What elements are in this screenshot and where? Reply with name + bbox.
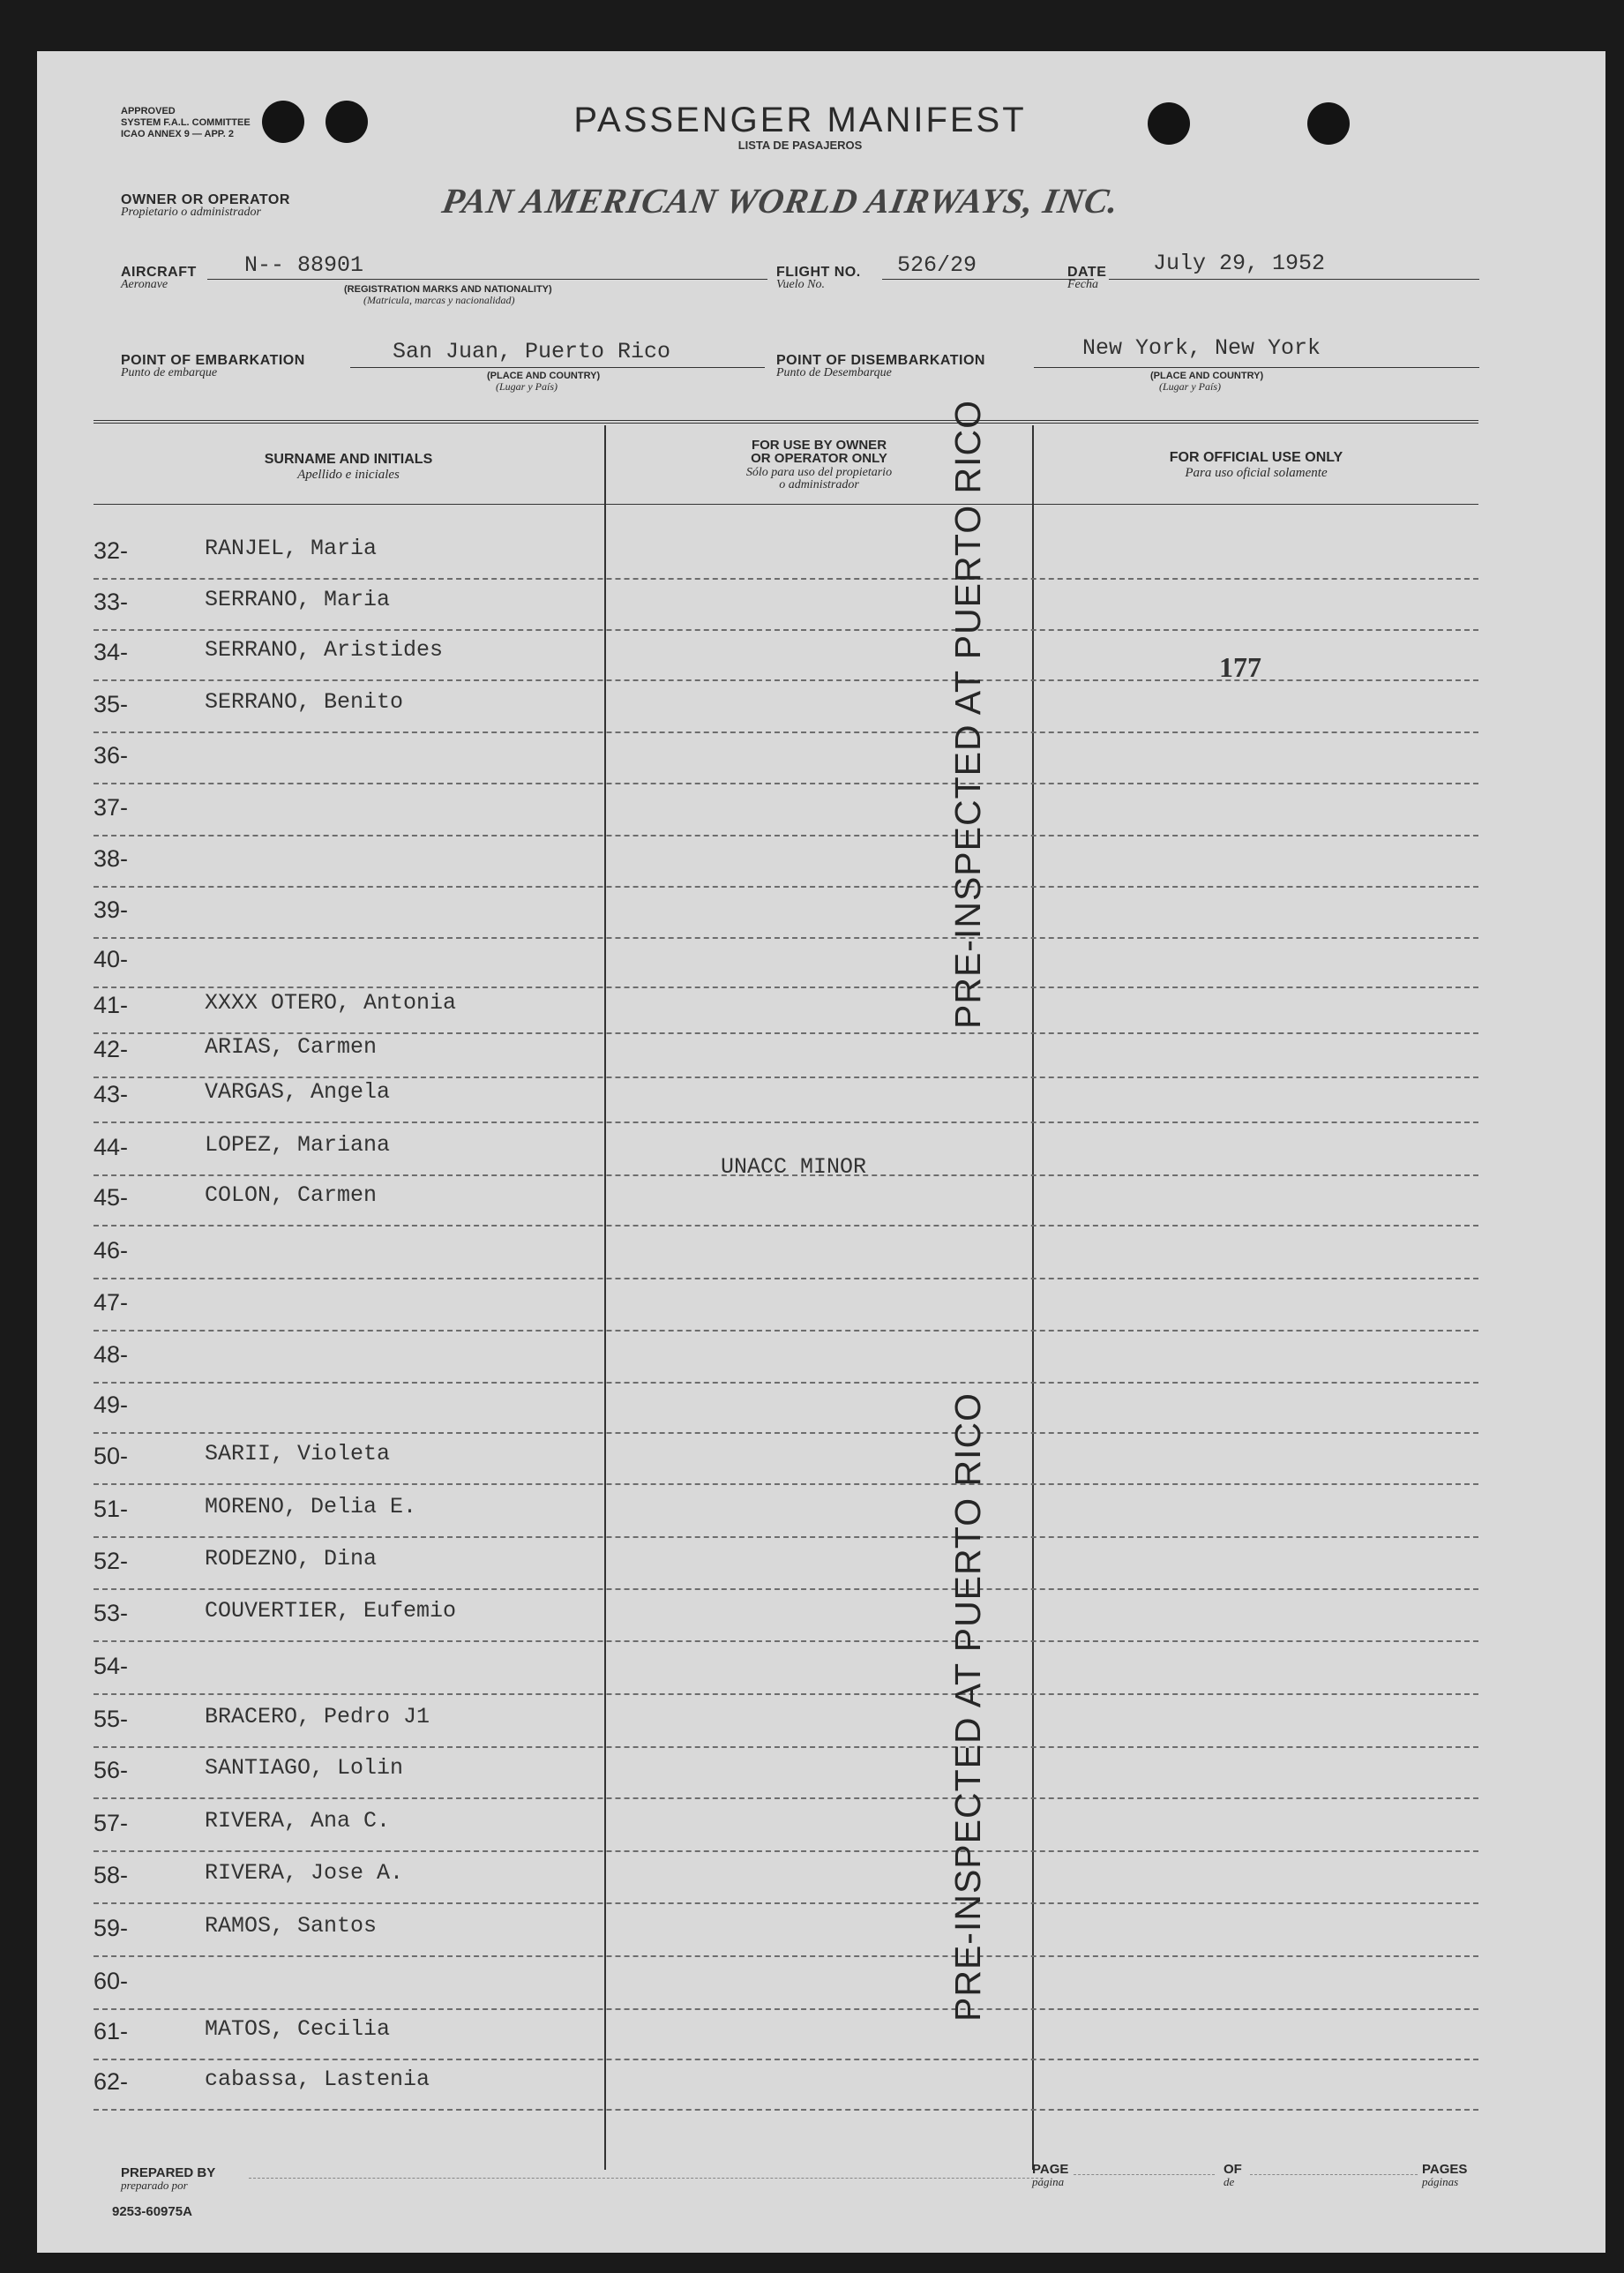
row-rule [94,783,1478,784]
row-number: 49- [94,1392,129,1418]
page-title: PASSENGER MANIFEST [573,101,1027,139]
row-rule [94,937,1478,939]
place-note-disembark: (PLACE AND COUNTRY) [1150,371,1264,381]
passenger-name: BRACERO, Pedro J1 [205,1704,430,1729]
official-use-header-es: Para uso oficial solamente [1185,466,1328,480]
punch-hole [1307,102,1350,145]
row-number: 47- [94,1289,129,1316]
operator-name: PAN AMERICAN WORLD AIRWAYS, INC. [439,181,1123,221]
page-label-es: página [1032,2175,1065,2188]
row-number: 60- [94,1968,129,1994]
row-rule [94,578,1478,580]
passenger-name: SERRANO, Benito [205,689,404,715]
registration-note-es: (Matricula, marcas y nacionalidad) [363,294,515,306]
row-number: 40- [94,946,129,972]
flight-label: FLIGHT NO. [776,265,861,280]
row-rule [94,2109,1478,2111]
official-entry: 177 [1219,651,1261,683]
passenger-name: MORENO, Delia E. [205,1494,417,1519]
row-number: 55- [94,1706,129,1732]
row-number: 61- [94,2018,129,2044]
flight-underline [882,279,1094,280]
flight-value: 526/29 [897,252,977,278]
passenger-name: RAMOS, Santos [205,1913,378,1939]
passenger-name: COLON, Carmen [205,1182,378,1208]
row-rule [94,1797,1478,1799]
row-rule [94,886,1478,888]
passenger-name: cabassa, Lastenia [205,2067,430,2092]
disembark-underline [1034,367,1479,368]
row-rule [94,1278,1478,1279]
disembark-value: New York, New York [1082,335,1321,361]
passenger-name: RODEZNO, Dina [205,1546,378,1572]
disembark-label-es: Punto de Desembarque [776,366,892,379]
row-number: 52- [94,1548,129,1574]
aircraft-label: AIRCRAFT [121,265,197,280]
pre-inspection-stamp: PRE-INSPECTED AT PUERTO RICO [947,400,988,1029]
of-underline [1250,2174,1418,2175]
table-header-rule [94,504,1478,505]
page-underline [1074,2174,1215,2175]
of-label: OF [1224,2162,1242,2177]
of-label-es: de [1224,2175,1235,2188]
aircraft-value: N-- 88901 [244,252,364,278]
row-rule [94,1693,1478,1695]
passenger-name: RANJEL, Maria [205,536,378,561]
row-rule [94,1483,1478,1485]
row-number: 51- [94,1496,129,1522]
passenger-name: VARGAS, Angela [205,1079,391,1105]
flight-label-es: Vuelo No. [776,278,825,291]
punch-hole [326,101,368,143]
row-rule [94,2059,1478,2060]
row-rule [94,1330,1478,1332]
row-number: 39- [94,896,129,923]
row-number: 38- [94,845,129,872]
row-number: 36- [94,742,129,769]
row-rule [94,1536,1478,1538]
passenger-name: MATOS, Cecilia [205,2016,391,2042]
date-value: July 29, 1952 [1153,251,1326,276]
passenger-name: SARII, Violeta [205,1441,391,1467]
operator-note: UNACC MINOR [721,1154,867,1180]
place-note-es-disembark: (Lugar y País) [1159,380,1221,393]
row-number: 43- [94,1081,129,1107]
passenger-name: XXXX OTERO, Antonia [205,990,457,1016]
pages-label: PAGES [1422,2162,1468,2177]
row-rule [94,1174,1478,1176]
surname-header: SURNAME AND INITIALS [264,452,433,467]
page-subtitle: LISTA DE PASAJEROS [737,139,863,152]
row-number: 57- [94,1810,129,1836]
row-number: 37- [94,794,129,821]
prepared-by-label-es: preparado por [121,2179,188,2192]
row-rule [94,1225,1478,1227]
form-number: 9253-60975A [112,2204,192,2219]
pages-label-es: páginas [1422,2175,1459,2188]
row-number: 54- [94,1653,129,1679]
table-top-rule [94,420,1478,424]
row-rule [94,1076,1478,1078]
page-label: PAGE [1032,2162,1069,2177]
row-number: 62- [94,2068,129,2095]
row-number: 50- [94,1443,129,1469]
row-rule [94,731,1478,733]
embark-underline [350,367,765,368]
row-rule [94,835,1478,836]
disembark-label: POINT OF DISEMBARKATION [776,353,985,368]
row-number: 42- [94,1036,129,1062]
embark-value: San Juan, Puerto Rico [393,339,671,364]
date-label: DATE [1067,265,1107,280]
approval-line: ICAO ANNEX 9 — APP. 2 [121,129,234,139]
row-rule [94,1746,1478,1748]
row-rule [94,629,1478,631]
passenger-name: LOPEZ, Mariana [205,1132,391,1158]
approval-line: SYSTEM F.A.L. COMMITTEE [121,117,251,128]
row-number: 59- [94,1915,129,1941]
embark-label-es: Punto de embarque [121,366,218,379]
row-rule [94,1955,1478,1957]
place-note-embark: (PLACE AND COUNTRY) [487,371,601,381]
row-rule [94,1640,1478,1642]
surname-header-es: Apellido e iniciales [297,468,400,482]
date-underline [1109,279,1479,280]
prepared-by-label: PREPARED BY [121,2165,216,2180]
row-number: 41- [94,992,129,1018]
prepared-by-underline [249,2178,1043,2179]
row-number: 46- [94,1237,129,1264]
row-rule [94,2008,1478,2010]
passenger-name: COUVERTIER, Eufemio [205,1598,457,1624]
embark-label: POINT OF EMBARKATION [121,353,305,368]
row-rule [94,1432,1478,1434]
column-divider-1 [604,425,606,2170]
passenger-name: RIVERA, Ana C. [205,1808,391,1834]
row-number: 44- [94,1134,129,1160]
row-rule [94,1121,1478,1123]
row-number: 35- [94,691,129,717]
row-rule [94,679,1478,681]
passenger-name: SANTIAGO, Lolin [205,1755,404,1781]
aircraft-label-es: Aeronave [121,278,168,291]
passenger-name: RIVERA, Jose A. [205,1860,404,1886]
passenger-name: SERRANO, Maria [205,587,391,612]
place-note-es-embark: (Lugar y País) [496,380,558,393]
row-number: 33- [94,589,129,615]
owner-use-header: OR OPERATOR ONLY [751,451,887,466]
owner-use-header-es: Sólo para uso del propietario [745,466,893,479]
passenger-name: SERRANO, Aristides [205,637,444,663]
date-label-es: Fecha [1067,278,1098,291]
owner-use-header-es: o administrador [779,478,859,491]
row-rule [94,1902,1478,1904]
aircraft-underline [207,279,767,280]
owner-label-es: Propietario o administrador [121,206,261,219]
owner-use-header: FOR USE BY OWNER [751,438,887,453]
registration-note: (REGISTRATION MARKS AND NATIONALITY) [344,284,552,295]
pre-inspection-stamp: PRE-INSPECTED AT PUERTO RICO [947,1392,988,2022]
official-use-header: FOR OFFICIAL USE ONLY [1169,450,1343,465]
row-number: 45- [94,1184,129,1211]
row-rule [94,986,1478,988]
row-rule [94,1382,1478,1384]
punch-hole [262,101,304,143]
owner-label: OWNER OR OPERATOR [121,192,290,207]
row-rule [94,1588,1478,1590]
row-number: 34- [94,639,129,665]
manifest-sheet [37,51,1605,2253]
row-rule [94,1850,1478,1852]
row-number: 58- [94,1862,129,1888]
row-number: 48- [94,1341,129,1368]
passenger-name: ARIAS, Carmen [205,1034,378,1060]
punch-hole [1148,102,1190,145]
row-number: 53- [94,1600,129,1626]
approval-line: APPROVED [121,106,176,116]
column-divider-2 [1032,425,1034,2170]
row-number: 56- [94,1757,129,1783]
row-number: 32- [94,537,129,564]
